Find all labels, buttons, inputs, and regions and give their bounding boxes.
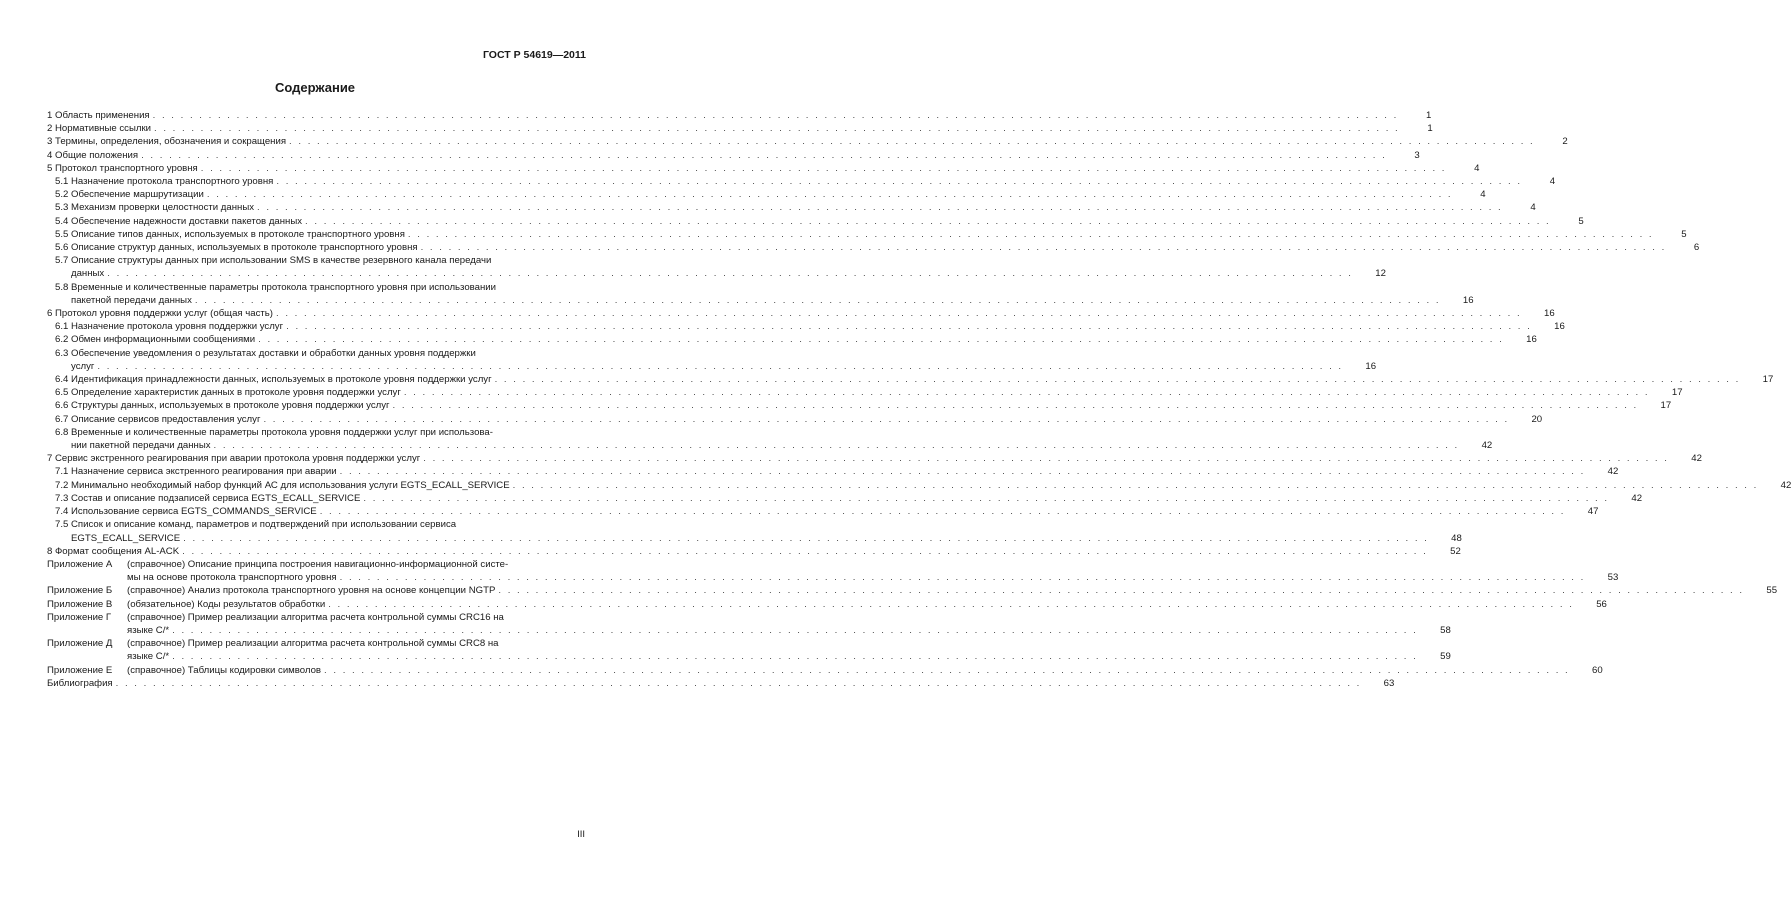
- leader-dots: [214, 439, 1460, 452]
- appendix-key: Приложение Б: [47, 585, 113, 597]
- page-number: III: [577, 829, 585, 840]
- appendix-page: 60: [1592, 664, 1603, 676]
- leader-dots: [154, 122, 1400, 135]
- toc-entry-page: 1: [1425, 110, 1432, 121]
- appendix-page: 56: [1596, 598, 1607, 610]
- toc-entry[interactable]: [47, 201, 1536, 214]
- leader-dots: [201, 162, 1447, 175]
- toc-entry-page: 2: [1562, 136, 1568, 148]
- toc-entry-label: 6 Протокол уровня поддержки услуг (общая часть): [47, 308, 273, 320]
- toc-entry[interactable]: [47, 518, 1462, 544]
- appendix-title: (справочное) Пример реализации алгоритма расчета контрольной суммы CRC16 на: [127, 611, 504, 623]
- toc-entry-label: 7 Сервис экстренного реагирования при аварии протокола уровня поддержки услуг: [47, 453, 421, 465]
- leader-dots: [263, 413, 1509, 426]
- appendix-title-cont: языке C/*: [127, 624, 170, 636]
- toc-entry[interactable]: [47, 373, 1774, 386]
- toc-entry[interactable]: [47, 175, 1556, 188]
- appendix-title-cont: языке C/*: [127, 651, 170, 663]
- leader-dots: [276, 175, 1522, 188]
- leader-dots: [340, 571, 1586, 584]
- leader-dots: [289, 135, 1535, 148]
- appendix-title-cont: мы на основе протокола транспортного уровня: [127, 572, 337, 584]
- leader-dots: [393, 399, 1639, 412]
- leader-dots: [172, 650, 1418, 663]
- leader-dots: [324, 664, 1570, 677]
- leader-dots: [207, 188, 1453, 201]
- toc-entry-page: 16: [1554, 321, 1565, 333]
- toc-entry-page: 1: [1427, 123, 1433, 135]
- toc-entry-label: 6.6 Структуры данных, используемых в протоколе уровня поддержки услуг: [55, 400, 390, 412]
- toc-entry[interactable]: [47, 149, 1420, 162]
- leader-dots: [172, 624, 1418, 637]
- table-of-contents: [47, 109, 1791, 690]
- toc-entry-label: 7.4 Использование сервиса EGTS_COMMANDS_SERVICE: [55, 506, 317, 518]
- appendix-entry[interactable]: [47, 664, 1603, 677]
- leader-dots: [258, 333, 1504, 346]
- appendix-entry[interactable]: [47, 558, 1619, 584]
- appendix-title: (обязательное) Коды результатов обработки: [127, 598, 326, 610]
- toc-entry[interactable]: [47, 492, 1643, 505]
- toc-entry[interactable]: [47, 188, 1486, 201]
- toc-entry-page: 4: [1549, 176, 1556, 188]
- appendix-page: 55: [1766, 585, 1778, 597]
- appendix-page: 58: [1440, 624, 1451, 636]
- toc-entry-label: 5.8 Временные и количественные параметры протокола транспортного уровня при использовании: [55, 281, 497, 293]
- toc-entry-page: 52: [1450, 545, 1461, 557]
- toc-entry[interactable]: [47, 307, 1555, 320]
- toc-entry-page: 63: [1383, 677, 1395, 689]
- leader-dots: [195, 294, 1441, 307]
- toc-entry[interactable]: [47, 465, 1619, 478]
- toc-entry-label-cont: услуг: [71, 360, 95, 372]
- toc-entry-label: 5.1 Назначение протокола транспортного уровня: [55, 176, 274, 188]
- toc-entry-page: 17: [1671, 387, 1683, 399]
- leader-dots: [498, 584, 1744, 597]
- toc-entry-label: 6.5 Определение характеристик данных в протоколе уровня поддержки услуг: [55, 387, 401, 399]
- toc-entry-page: 3: [1414, 149, 1420, 161]
- leader-dots: [421, 241, 1667, 254]
- toc-entry-label: 7.3 Состав и описание подзаписей сервиса EGTS_ECALL_SERVICE: [55, 492, 361, 504]
- appendix-page: 53: [1607, 572, 1619, 584]
- appendix-key: Приложение Е: [47, 664, 113, 676]
- leader-dots: [286, 320, 1532, 333]
- toc-entry-label: 8 Формат сообщения AL-ACK: [47, 545, 180, 557]
- toc-entry-label-cont: пакетной передачи данных: [71, 294, 192, 306]
- toc-entry-page: 4: [1474, 162, 1480, 174]
- leader-dots: [513, 479, 1759, 492]
- toc-entry-page: 16: [1544, 308, 1555, 320]
- toc-entry[interactable]: [47, 162, 1480, 175]
- toc-entry[interactable]: [47, 413, 1543, 426]
- toc-entry[interactable]: [47, 545, 1461, 558]
- toc-entry-label: 5.3 Механизм проверки целостности данных: [55, 202, 255, 214]
- toc-entry[interactable]: [47, 426, 1493, 452]
- toc-entry-page: 47: [1587, 506, 1599, 518]
- toc-entry[interactable]: [47, 281, 1474, 307]
- appendix-key: Приложение В: [47, 598, 113, 610]
- toc-entry-label: Библиография: [47, 677, 113, 689]
- toc-entry-page: 4: [1530, 202, 1536, 214]
- leader-dots: [340, 465, 1586, 478]
- toc-entry-page: 42: [1481, 440, 1493, 452]
- toc-entry[interactable]: [47, 215, 1584, 228]
- appendix-entry[interactable]: [47, 584, 1778, 597]
- leader-dots: [276, 307, 1522, 320]
- leader-dots: [257, 201, 1503, 214]
- toc-entry-label-cont: нии пакетной передачи данных: [71, 440, 211, 452]
- toc-entry[interactable]: [47, 241, 1700, 254]
- toc-entry-page: 48: [1451, 532, 1462, 544]
- toc-entry-label: 6.8 Временные и количественные параметры протокола уровня поддержки услуг при использова-: [55, 426, 493, 438]
- appendix-entry[interactable]: [47, 598, 1607, 611]
- leader-dots: [363, 492, 1609, 505]
- appendix-title: (справочное) Описание принципа построения навигационно-информационной систе-: [127, 558, 509, 570]
- toc-entry-page: 5: [1578, 215, 1584, 227]
- toc-entry-label: 6.7 Описание сервисов предоставления услуг: [55, 413, 261, 425]
- leader-dots: [141, 149, 1387, 162]
- appendix-key: Приложение Д: [47, 638, 113, 650]
- toc-entry[interactable]: [47, 452, 1702, 465]
- leader-dots: [408, 228, 1654, 241]
- toc-entry-label: 6.3 Обеспечение уведомления о результатах доставки и обработки данных уровня поддержки: [55, 347, 476, 359]
- toc-entry[interactable]: [47, 135, 1568, 148]
- toc-entry-page: 6: [1693, 242, 1700, 254]
- toc-entry-label: 5.5 Описание типов данных, используемых в протоколе транспортного уровня: [55, 228, 405, 240]
- toc-entry[interactable]: [47, 109, 1432, 122]
- toc-entry[interactable]: [47, 254, 1386, 280]
- toc-entry-label-cont: данных: [71, 268, 105, 280]
- appendix-title: (справочное) Пример реализации алгоритма расчета контрольной суммы CRC8 на: [127, 638, 499, 650]
- toc-entry[interactable]: [47, 399, 1672, 412]
- toc-entry-page: 16: [1462, 294, 1474, 306]
- toc-entry[interactable]: [47, 228, 1687, 241]
- leader-dots: [423, 452, 1669, 465]
- toc-entry-label: 5.4 Обеспечение надежности доставки пакетов данных: [55, 215, 303, 227]
- appendix-key: Приложение А: [47, 558, 113, 570]
- toc-entry-label: 4 Общие положения: [47, 149, 139, 161]
- toc-entry-label: 5.2 Обеспечение маршрутизации: [55, 189, 204, 201]
- leader-dots: [328, 598, 1574, 611]
- toc-entry-page: 12: [1375, 268, 1386, 280]
- toc-entry[interactable]: [47, 479, 1791, 492]
- toc-entry-label: 3 Термины, определения, обозначения и сокращения: [47, 136, 287, 148]
- leader-dots: [153, 109, 1399, 122]
- leader-dots: [183, 532, 1429, 545]
- toc-entry-label-cont: EGTS_ECALL_SERVICE: [71, 532, 181, 544]
- toc-entry-page: 5: [1681, 228, 1687, 240]
- toc-entry-page: 16: [1526, 334, 1537, 346]
- toc-entry-page: 42: [1631, 492, 1643, 504]
- toc-entry-page: 20: [1531, 413, 1543, 425]
- standard-code: ГОСТ Р 54619—2011: [482, 49, 586, 61]
- toc-entry-page: 42: [1607, 466, 1619, 478]
- toc-entry-label: 1 Область применения: [47, 110, 150, 121]
- toc-entry-page: 17: [1762, 374, 1774, 386]
- toc-entry-page: 42: [1780, 479, 1791, 491]
- toc-entry-label: 7.2 Минимально необходимый набор функций АС для использования услуги EGTS_ECALL_SERVICE: [55, 479, 510, 491]
- toc-entry-label: 2 Нормативные ссылки: [47, 123, 152, 135]
- leader-dots: [182, 545, 1428, 558]
- toc-entry[interactable]: [47, 320, 1565, 333]
- toc-entry[interactable]: [47, 505, 1599, 518]
- appendix-key: Приложение Г: [47, 611, 112, 623]
- toc-entry[interactable]: [47, 122, 1433, 135]
- toc-entry-page: 16: [1365, 360, 1377, 372]
- toc-entry[interactable]: [47, 333, 1537, 346]
- toc-entry-label: 5.7 Описание структуры данных при использовании SMS в качестве резервного канала передачи: [55, 255, 492, 267]
- toc-entry-label: 6.4 Идентификация принадлежности данных, используемых в протоколе уровня поддержки услуг: [55, 374, 492, 386]
- leader-dots: [116, 677, 1362, 690]
- leader-dots: [305, 215, 1551, 228]
- appendix-entry[interactable]: [47, 611, 1451, 637]
- appendix-title: (справочное) Таблицы кодировки символов: [127, 664, 322, 676]
- page-title: Содержание: [274, 80, 356, 95]
- leader-dots: [97, 360, 1343, 373]
- toc-entry[interactable]: [47, 347, 1377, 373]
- leader-dots: [495, 373, 1741, 386]
- toc-entry-label: 7.5 Список и описание команд, параметров и подтверждений при использовании сервиса: [55, 519, 457, 531]
- toc-entry-label: 5.6 Описание структур данных, используемых в протоколе транспортного уровня: [55, 242, 418, 254]
- toc-entry[interactable]: [47, 386, 1683, 399]
- appendix-entry[interactable]: [47, 637, 1451, 663]
- leader-dots: [107, 267, 1353, 280]
- bibliography-entry[interactable]: [47, 677, 1395, 690]
- toc-entry-page: 42: [1691, 453, 1702, 465]
- leader-dots: [320, 505, 1566, 518]
- leader-dots: [404, 386, 1650, 399]
- appendix-title: (справочное) Анализ протокола транспортного уровня на основе концепции NGTP: [127, 585, 496, 597]
- toc-entry-label: 6.1 Назначение протокола уровня поддержки услуг: [55, 321, 284, 333]
- toc-entry-label: 5 Протокол транспортного уровня: [47, 162, 198, 174]
- toc-entry-page: 17: [1660, 400, 1672, 412]
- toc-entry-page: 4: [1480, 189, 1486, 201]
- appendix-page: 59: [1440, 651, 1451, 663]
- toc-entry-label: 6.2 Обмен информационными сообщениями: [55, 334, 256, 346]
- toc-entry-label: 7.1 Назначение сервиса экстренного реагирования при аварии: [55, 466, 337, 478]
